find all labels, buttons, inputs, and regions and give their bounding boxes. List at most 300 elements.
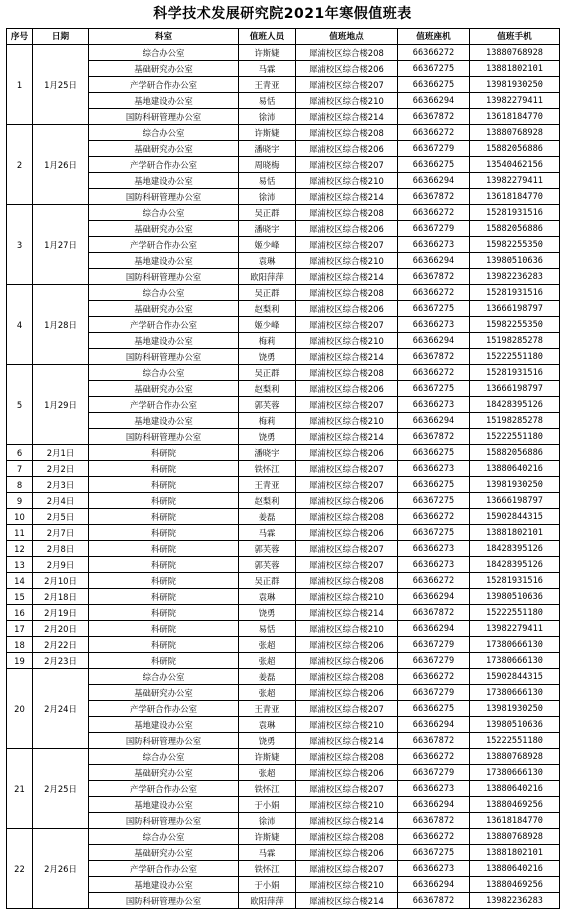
sequence-number-cell: 11 [7,525,33,541]
table-row [7,125,560,141]
landline-cell: 66366275 [398,157,470,173]
landline-cell: 66367872 [398,109,470,125]
mobile-cell: 13880640216 [470,461,560,477]
staff-cell: 于小娟 [239,797,296,813]
mobile-cell: 17380666130 [470,765,560,781]
staff-cell: 于小娟 [239,877,296,893]
table-row [7,301,560,317]
location-cell: 犀浦校区综合楼210 [296,877,398,893]
date-cell: 1月28日 [33,285,89,365]
mobile-cell: 15902844315 [470,509,560,525]
mobile-cell: 17380666130 [470,685,560,701]
landline-cell: 66366294 [398,413,470,429]
landline-cell: 66366294 [398,173,470,189]
mobile-cell: 13982279411 [470,93,560,109]
department-cell: 基地建设办公室 [89,333,239,349]
staff-cell: 潘晓宇 [239,221,296,237]
table-row [7,797,560,813]
staff-cell: 赵梨利 [239,381,296,397]
table-row [7,349,560,365]
landline-cell: 66366275 [398,77,470,93]
landline-cell: 66366275 [398,701,470,717]
location-cell: 犀浦校区综合楼214 [296,109,398,125]
mobile-cell: 18428395126 [470,557,560,573]
table-row [7,253,560,269]
table-row [7,493,560,509]
mobile-cell: 13666198797 [470,493,560,509]
date-cell: 1月27日 [33,205,89,285]
location-cell: 犀浦校区综合楼210 [296,253,398,269]
staff-cell: 姬少峰 [239,317,296,333]
date-cell: 2月10日 [33,573,89,589]
department-cell: 科研院 [89,637,239,653]
date-cell: 2月3日 [33,477,89,493]
location-cell: 犀浦校区综合楼206 [296,685,398,701]
department-cell: 科研院 [89,621,239,637]
location-cell: 犀浦校区综合楼208 [296,509,398,525]
sequence-number-cell: 3 [7,205,33,285]
date-cell: 1月26日 [33,125,89,205]
location-cell: 犀浦校区综合楼206 [296,653,398,669]
department-cell: 科研院 [89,525,239,541]
location-cell: 犀浦校区综合楼210 [296,333,398,349]
location-cell: 犀浦校区综合楼206 [296,845,398,861]
header-cell-date: 日期 [33,29,89,45]
table-row [7,557,560,573]
department-cell: 基础研究办公室 [89,381,239,397]
staff-cell: 易恬 [239,93,296,109]
table-row [7,701,560,717]
mobile-cell: 15281931516 [470,573,560,589]
location-cell: 犀浦校区综合楼207 [296,541,398,557]
table-row [7,205,560,221]
department-cell: 科研院 [89,541,239,557]
table-row [7,765,560,781]
staff-cell: 赵梨利 [239,301,296,317]
sequence-number-cell: 7 [7,461,33,477]
landline-cell: 66366294 [398,333,470,349]
staff-cell: 徐沛 [239,109,296,125]
location-cell: 犀浦校区综合楼206 [296,493,398,509]
staff-cell: 吴正群 [239,573,296,589]
landline-cell: 66367275 [398,301,470,317]
location-cell: 犀浦校区综合楼206 [296,445,398,461]
date-cell: 2月23日 [33,653,89,669]
landline-cell: 66367279 [398,653,470,669]
table-row [7,157,560,173]
landline-cell: 66367872 [398,429,470,445]
mobile-cell: 13982279411 [470,173,560,189]
location-cell: 犀浦校区综合楼208 [296,749,398,765]
header-cell-mobile: 值班手机 [470,29,560,45]
header-cell-department: 科室 [89,29,239,45]
staff-cell: 姬少峰 [239,237,296,253]
landline-cell: 66366273 [398,541,470,557]
department-cell: 综合办公室 [89,365,239,381]
department-cell: 科研院 [89,493,239,509]
mobile-cell: 13981930250 [470,77,560,93]
department-cell: 国防科研管理办公室 [89,189,239,205]
table-row [7,541,560,557]
staff-cell: 王青亚 [239,77,296,93]
mobile-cell: 13880640216 [470,781,560,797]
location-cell: 犀浦校区综合楼208 [296,285,398,301]
date-cell: 2月2日 [33,461,89,477]
location-cell: 犀浦校区综合楼208 [296,45,398,61]
landline-cell: 66366275 [398,477,470,493]
location-cell: 犀浦校区综合楼207 [296,157,398,173]
staff-cell: 饶勇 [239,733,296,749]
mobile-cell: 13618184770 [470,189,560,205]
mobile-cell: 13540462156 [470,157,560,173]
page-title: 科学技术发展研究院2021年寒假值班表 [153,6,412,22]
date-cell: 2月9日 [33,557,89,573]
location-cell: 犀浦校区综合楼210 [296,621,398,637]
mobile-cell: 13981930250 [470,477,560,493]
mobile-cell: 13880469256 [470,877,560,893]
sequence-number-cell: 1 [7,45,33,125]
department-cell: 科研院 [89,445,239,461]
department-cell: 产学研合作办公室 [89,317,239,333]
date-cell: 2月25日 [33,749,89,829]
department-cell: 基础研究办公室 [89,61,239,77]
location-cell: 犀浦校区综合楼210 [296,173,398,189]
staff-cell: 徐沛 [239,189,296,205]
landline-cell: 66366272 [398,285,470,301]
landline-cell: 66366273 [398,461,470,477]
table-row [7,733,560,749]
mobile-cell: 15222551180 [470,733,560,749]
landline-cell: 66367275 [398,845,470,861]
table-row [7,621,560,637]
landline-cell: 66366273 [398,557,470,573]
mobile-cell: 13618184770 [470,109,560,125]
mobile-cell: 15281931516 [470,365,560,381]
staff-cell: 易恬 [239,173,296,189]
staff-cell: 马霖 [239,525,296,541]
landline-cell: 66366275 [398,445,470,461]
staff-cell: 铁怀江 [239,781,296,797]
department-cell: 国防科研管理办公室 [89,269,239,285]
landline-cell: 66366273 [398,317,470,333]
staff-cell: 梅莉 [239,333,296,349]
mobile-cell: 15882056886 [470,221,560,237]
landline-cell: 66367275 [398,381,470,397]
table-row [7,269,560,285]
sequence-number-cell: 14 [7,573,33,589]
staff-cell: 马霖 [239,61,296,77]
mobile-cell: 17380666130 [470,653,560,669]
mobile-cell: 13666198797 [470,301,560,317]
department-cell: 国防科研管理办公室 [89,109,239,125]
date-cell: 2月4日 [33,493,89,509]
department-cell: 综合办公室 [89,45,239,61]
department-cell: 基地建设办公室 [89,797,239,813]
staff-cell: 袁琳 [239,589,296,605]
mobile-cell: 13618184770 [470,813,560,829]
location-cell: 犀浦校区综合楼208 [296,125,398,141]
landline-cell: 66367275 [398,525,470,541]
department-cell: 产学研合作办公室 [89,77,239,93]
location-cell: 犀浦校区综合楼214 [296,813,398,829]
table-row [7,237,560,253]
table-row [7,141,560,157]
location-cell: 犀浦校区综合楼207 [296,781,398,797]
location-cell: 犀浦校区综合楼207 [296,237,398,253]
mobile-cell: 13880768928 [470,45,560,61]
date-cell: 2月26日 [33,829,89,909]
mobile-cell: 15281931516 [470,205,560,221]
landline-cell: 66366273 [398,861,470,877]
date-cell: 2月22日 [33,637,89,653]
staff-cell: 张超 [239,685,296,701]
location-cell: 犀浦校区综合楼210 [296,717,398,733]
department-cell: 综合办公室 [89,749,239,765]
date-cell: 2月24日 [33,669,89,749]
landline-cell: 66366294 [398,621,470,637]
staff-cell: 郭芙蓉 [239,541,296,557]
header-cell-location: 值班地点 [296,29,398,45]
table-row [7,365,560,381]
department-cell: 基础研究办公室 [89,765,239,781]
landline-cell: 66367872 [398,269,470,285]
department-cell: 综合办公室 [89,285,239,301]
sequence-number-cell: 6 [7,445,33,461]
staff-cell: 王青亚 [239,477,296,493]
landline-cell: 66367872 [398,349,470,365]
date-cell: 2月5日 [33,509,89,525]
department-cell: 基地建设办公室 [89,93,239,109]
landline-cell: 66366273 [398,237,470,253]
landline-cell: 66366272 [398,365,470,381]
table-row [7,397,560,413]
sequence-number-cell: 4 [7,285,33,365]
date-cell: 2月18日 [33,589,89,605]
location-cell: 犀浦校区综合楼206 [296,381,398,397]
mobile-cell: 13880469256 [470,797,560,813]
mobile-cell: 13881802101 [470,525,560,541]
staff-cell: 易恬 [239,621,296,637]
landline-cell: 66366294 [398,253,470,269]
department-cell: 基础研究办公室 [89,301,239,317]
location-cell: 犀浦校区综合楼214 [296,189,398,205]
landline-cell: 66367872 [398,605,470,621]
staff-cell: 王青亚 [239,701,296,717]
location-cell: 犀浦校区综合楼206 [296,221,398,237]
sequence-number-cell: 9 [7,493,33,509]
department-cell: 基地建设办公室 [89,717,239,733]
location-cell: 犀浦校区综合楼214 [296,893,398,909]
location-cell: 犀浦校区综合楼210 [296,589,398,605]
sequence-number-cell: 15 [7,589,33,605]
table-row [7,333,560,349]
mobile-cell: 15882056886 [470,141,560,157]
table-row [7,717,560,733]
department-cell: 科研院 [89,653,239,669]
landline-cell: 66366294 [398,717,470,733]
sequence-number-cell: 22 [7,829,33,909]
location-cell: 犀浦校区综合楼206 [296,301,398,317]
duty-schedule-table [6,28,560,909]
mobile-cell: 15281931516 [470,285,560,301]
staff-cell: 袁琳 [239,253,296,269]
table-row [7,813,560,829]
department-cell: 基地建设办公室 [89,413,239,429]
mobile-cell: 15222551180 [470,429,560,445]
landline-cell: 66366272 [398,205,470,221]
department-cell: 基础研究办公室 [89,685,239,701]
mobile-cell: 15982255350 [470,237,560,253]
date-cell: 1月25日 [33,45,89,125]
department-cell: 基地建设办公室 [89,253,239,269]
staff-cell: 饶勇 [239,429,296,445]
location-cell: 犀浦校区综合楼208 [296,365,398,381]
department-cell: 综合办公室 [89,125,239,141]
department-cell: 基础研究办公室 [89,845,239,861]
staff-cell: 马霖 [239,845,296,861]
department-cell: 综合办公室 [89,669,239,685]
department-cell: 国防科研管理办公室 [89,733,239,749]
department-cell: 科研院 [89,573,239,589]
sequence-number-cell: 12 [7,541,33,557]
staff-cell: 饶勇 [239,605,296,621]
landline-cell: 66366294 [398,93,470,109]
staff-cell: 张超 [239,653,296,669]
mobile-cell: 13982236283 [470,893,560,909]
location-cell: 犀浦校区综合楼207 [296,861,398,877]
landline-cell: 66367872 [398,813,470,829]
table-row [7,669,560,685]
mobile-cell: 15222551180 [470,605,560,621]
staff-cell: 郭芙蓉 [239,557,296,573]
header-row [7,29,560,45]
table-row [7,173,560,189]
table-row [7,893,560,909]
location-cell: 犀浦校区综合楼206 [296,637,398,653]
department-cell: 基地建设办公室 [89,173,239,189]
mobile-cell: 17380666130 [470,637,560,653]
department-cell: 科研院 [89,589,239,605]
location-cell: 犀浦校区综合楼214 [296,269,398,285]
sequence-number-cell: 2 [7,125,33,205]
table-row [7,685,560,701]
table-row [7,525,560,541]
table-row [7,381,560,397]
department-cell: 产学研合作办公室 [89,861,239,877]
landline-cell: 66366273 [398,781,470,797]
table-row [7,861,560,877]
table-row [7,477,560,493]
location-cell: 犀浦校区综合楼206 [296,61,398,77]
table-row [7,877,560,893]
location-cell: 犀浦校区综合楼214 [296,733,398,749]
table-row [7,285,560,301]
location-cell: 犀浦校区综合楼208 [296,829,398,845]
department-cell: 科研院 [89,557,239,573]
table-row [7,605,560,621]
sequence-number-cell: 20 [7,669,33,749]
mobile-cell: 15982255350 [470,317,560,333]
mobile-cell: 15902844315 [470,669,560,685]
mobile-cell: 18428395126 [470,397,560,413]
department-cell: 基础研究办公室 [89,141,239,157]
staff-cell: 赵梨利 [239,493,296,509]
staff-cell: 郭芙蓉 [239,397,296,413]
sequence-number-cell: 17 [7,621,33,637]
mobile-cell: 13980510636 [470,253,560,269]
location-cell: 犀浦校区综合楼207 [296,77,398,93]
location-cell: 犀浦校区综合楼214 [296,349,398,365]
table-row [7,845,560,861]
staff-cell: 许斯婕 [239,749,296,765]
landline-cell: 66366272 [398,829,470,845]
landline-cell: 66367872 [398,189,470,205]
department-cell: 科研院 [89,509,239,525]
landline-cell: 66366272 [398,749,470,765]
header-cell-landline: 值班座机 [398,29,470,45]
table-row [7,749,560,765]
sequence-number-cell: 16 [7,605,33,621]
location-cell: 犀浦校区综合楼210 [296,413,398,429]
landline-cell: 66366272 [398,45,470,61]
staff-cell: 吴正群 [239,285,296,301]
table-row [7,109,560,125]
landline-cell: 66367872 [398,893,470,909]
staff-cell: 袁琳 [239,717,296,733]
landline-cell: 66366294 [398,877,470,893]
department-cell: 国防科研管理办公室 [89,349,239,365]
date-cell: 2月19日 [33,605,89,621]
table-row [7,781,560,797]
header-cell-staff: 值班人员 [239,29,296,45]
schedule-body [7,45,560,909]
sequence-number-cell: 18 [7,637,33,653]
location-cell: 犀浦校区综合楼214 [296,429,398,445]
mobile-cell: 13981930250 [470,701,560,717]
mobile-cell: 13666198797 [470,381,560,397]
department-cell: 综合办公室 [89,205,239,221]
table-row [7,653,560,669]
mobile-cell: 13880768928 [470,749,560,765]
staff-cell: 欧阳萍萍 [239,893,296,909]
department-cell: 综合办公室 [89,829,239,845]
department-cell: 产学研合作办公室 [89,781,239,797]
table-row [7,413,560,429]
location-cell: 犀浦校区综合楼206 [296,765,398,781]
location-cell: 犀浦校区综合楼214 [296,605,398,621]
staff-cell: 潘晓宇 [239,445,296,461]
date-cell: 2月20日 [33,621,89,637]
location-cell: 犀浦校区综合楼206 [296,525,398,541]
staff-cell: 周晓梅 [239,157,296,173]
landline-cell: 66366294 [398,589,470,605]
department-cell: 基地建设办公室 [89,877,239,893]
mobile-cell: 13980510636 [470,589,560,605]
mobile-cell: 13880768928 [470,125,560,141]
department-cell: 基础研究办公室 [89,221,239,237]
department-cell: 科研院 [89,477,239,493]
staff-cell: 张超 [239,637,296,653]
department-cell: 科研院 [89,461,239,477]
date-cell: 2月7日 [33,525,89,541]
staff-cell: 饶勇 [239,349,296,365]
landline-cell: 66367279 [398,221,470,237]
table-row [7,189,560,205]
landline-cell: 66366294 [398,797,470,813]
department-cell: 科研院 [89,605,239,621]
department-cell: 产学研合作办公室 [89,397,239,413]
location-cell: 犀浦校区综合楼207 [296,477,398,493]
